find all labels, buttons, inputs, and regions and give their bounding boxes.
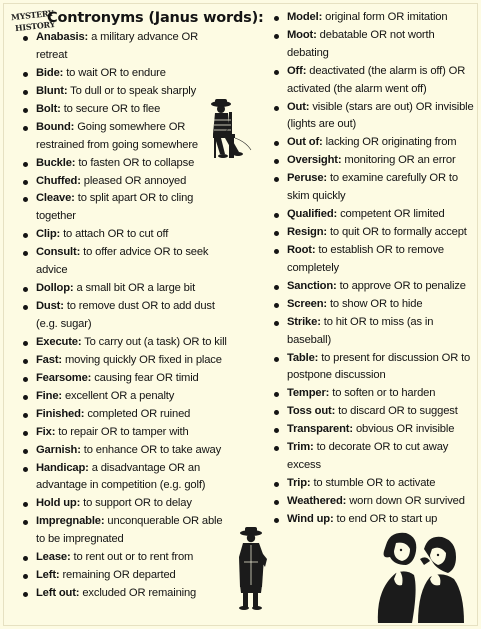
term-label: Oversight:: [287, 154, 342, 167]
term-label: Execute:: [36, 335, 82, 348]
definition-text: worn down OR survived: [349, 495, 465, 508]
term-label: Weathered:: [287, 495, 347, 508]
left-contronym-item: [20, 352, 232, 370]
definition-text: obvious OR invisible: [355, 423, 455, 436]
term-label: Bide:: [36, 66, 64, 79]
left-contronym-item: [20, 388, 232, 406]
right-contronym-item: [271, 224, 477, 242]
term-label: Strike:: [287, 315, 321, 328]
term-label: Bound:: [36, 120, 75, 133]
term-label: Blunt:: [36, 84, 68, 97]
left-contronym-item: [20, 334, 232, 352]
term-label: Trip:: [287, 477, 311, 490]
right-contronym-item: [271, 493, 477, 511]
definition-text: to split apart OR to cling together: [36, 192, 194, 223]
definition-text: to secure OR to flee: [63, 102, 161, 115]
term-label: Sanction:: [287, 279, 337, 292]
left-contronym-item: [20, 298, 232, 334]
term-label: Out:: [287, 100, 310, 113]
term-label: Consult:: [36, 246, 81, 259]
left-contronym-item: [20, 424, 232, 442]
term-label: Screen:: [287, 297, 327, 310]
term-label: Trim:: [287, 441, 314, 454]
right-contronym-item: [271, 511, 477, 529]
left-contronym-item: [20, 585, 232, 603]
term-label: Root:: [287, 244, 316, 257]
definition-text: to present for discussion OR to postpone discussion: [287, 351, 471, 382]
term-label: Wind up:: [287, 513, 334, 526]
left-contronym-item: [20, 244, 232, 280]
definition-text: to approve OR to penalize: [339, 279, 466, 292]
definition-text: excluded OR remaining: [82, 587, 197, 600]
definition-text: To dull or to speak sharply: [70, 84, 197, 97]
definition-text: moving quickly OR fixed in place: [64, 353, 222, 366]
right-contronym-item: [271, 296, 477, 314]
left-contronym-item: [20, 495, 232, 513]
definition-text: pleased OR annoyed: [83, 174, 187, 187]
definition-text: to end OR to start up: [336, 513, 438, 526]
left-contronym-item: [20, 513, 232, 549]
definition-text: to show OR to hide: [329, 297, 423, 310]
left-contronym-item: [20, 280, 232, 298]
term-label: Table:: [287, 351, 319, 364]
right-contronym-item: [271, 63, 477, 99]
definition-text: to repair OR to tamper with: [58, 425, 189, 438]
term-label: Chuffed:: [36, 174, 81, 187]
definition-text: causing fear OR timid: [94, 371, 199, 384]
term-label: Clip:: [36, 228, 61, 241]
tied-man-on-chair-illustration-icon: [201, 98, 261, 164]
definition-text: a small bit OR a large bit: [76, 282, 196, 295]
left-contronym-item: [20, 567, 232, 585]
definition-text: to decorate OR to cut away excess: [287, 441, 449, 472]
right-contronym-item: [271, 9, 477, 27]
definition-text: to examine carefully OR to skim quickly: [287, 172, 458, 203]
term-label: Off:: [287, 64, 307, 77]
left-contronym-item: [20, 370, 232, 388]
left-contronym-item: [20, 226, 232, 244]
definition-text: unconquerable OR able to be impregnated: [36, 515, 223, 546]
definition-text: monitoring OR an error: [344, 154, 456, 167]
left-contronym-item: [20, 173, 232, 191]
left-contronym-item: [20, 29, 232, 65]
definition-text: Going somewhere OR restrained from going somewhere: [36, 120, 198, 151]
whispering-women-illustration-icon: [372, 529, 466, 623]
definition-text: remaining OR departed: [62, 569, 176, 582]
right-contronym-item: [271, 439, 477, 475]
left-contronym-item: [20, 406, 232, 424]
term-label: Fix:: [36, 425, 56, 438]
right-contronym-item: [271, 278, 477, 296]
term-label: Out of:: [287, 136, 323, 149]
definition-text: deactivated (the alarm is off) OR activated (the alarm went off): [287, 64, 466, 95]
definition-text: completed OR ruined: [87, 407, 191, 420]
definition-text: visible (stars are out) OR invisible (lights are out): [287, 100, 474, 131]
left-contronym-item: [20, 442, 232, 460]
term-label: Handicap:: [36, 461, 89, 474]
definition-text: to establish OR to remove completely: [287, 244, 445, 274]
definition-text: lacking OR originating from: [325, 136, 457, 149]
right-contronym-item: [271, 170, 477, 206]
term-label: Left:: [36, 569, 60, 582]
term-label: Moot:: [287, 28, 317, 41]
left-contronym-item: [20, 549, 232, 567]
right-contronym-item: [271, 242, 477, 278]
term-label: Qualified:: [287, 208, 338, 221]
right-contronym-item: [271, 206, 477, 224]
term-label: Bolt:: [36, 102, 61, 115]
term-label: Dollop:: [36, 282, 74, 295]
definition-text: to rent out or to rent from: [73, 551, 194, 564]
term-label: Garnish:: [36, 443, 81, 456]
term-label: Dust:: [36, 300, 64, 313]
definition-text: to remove dust OR to add dust (e.g. sugar): [36, 300, 215, 330]
term-label: Model:: [287, 11, 323, 23]
term-label: Cleave:: [36, 192, 75, 205]
definition-text: to attach OR to cut off: [63, 228, 169, 241]
left-contronym-item: [20, 190, 232, 226]
definition-text: to quit OR to formally accept: [329, 226, 467, 239]
definition-text: to offer advice OR to seek advice: [36, 246, 209, 277]
definition-text: to fasten OR to collapse: [78, 156, 195, 169]
term-label: Temper:: [287, 387, 330, 400]
right-contronym-item: [271, 27, 477, 63]
definition-text: to discard OR to suggest: [338, 405, 458, 418]
term-label: Impregnable:: [36, 515, 105, 528]
definition-text: To carry out (a task) OR to kill: [84, 335, 227, 348]
term-label: Hold up:: [36, 497, 81, 510]
term-label: Resign:: [287, 226, 327, 239]
definition-text: excellent OR a penalty: [64, 389, 175, 402]
term-label: Fine:: [36, 389, 62, 402]
term-label: Fearsome:: [36, 371, 92, 384]
right-contronym-item: [271, 152, 477, 170]
definition-text: a disadvantage OR an advantage in competition (e.g. golf): [36, 461, 206, 492]
term-label: Finished:: [36, 407, 85, 420]
left-contronym-item: [20, 65, 232, 83]
term-label: Fast:: [36, 353, 62, 366]
right-contronym-item: [271, 99, 477, 135]
definition-text: to soften or to harden: [332, 387, 436, 400]
logo-line-2: HISTORY: [14, 18, 56, 34]
definition-text: a military advance OR retreat: [36, 31, 198, 61]
term-label: Buckle:: [36, 156, 76, 169]
logo-line-1: MYSTERY: [10, 7, 54, 23]
left-contronym-item: [20, 460, 232, 496]
right-contronym-item: [271, 314, 477, 350]
right-contronym-item: [271, 385, 477, 403]
definition-text: to support OR to delay: [83, 497, 192, 510]
definition-text: to stumble OR to activate: [313, 477, 436, 490]
definition-text: to hit OR to miss (as in baseball): [287, 315, 434, 346]
term-label: Transparent:: [287, 423, 353, 436]
right-contronym-list: [271, 9, 477, 529]
term-label: Peruse:: [287, 172, 327, 185]
definition-text: to enhance OR to take away: [83, 443, 222, 456]
right-contronym-item: [271, 134, 477, 152]
term-label: Anabasis:: [36, 31, 89, 43]
page-title: Contronyms (Janus words):: [47, 10, 264, 26]
right-contronym-item: [271, 475, 477, 493]
definition-text: debatable OR not worth debating: [287, 28, 435, 59]
term-label: Lease:: [36, 551, 71, 564]
definition-text: competent OR limited: [340, 208, 445, 221]
right-contronym-item: [271, 421, 477, 439]
right-contronym-item: [271, 350, 477, 386]
definition-text: to wait OR to endure: [66, 66, 166, 79]
trench-coat-detective-illustration-icon: [234, 527, 270, 611]
definition-text: original form OR imitation: [325, 11, 448, 23]
term-label: Toss out:: [287, 405, 336, 418]
term-label: Left out:: [36, 587, 80, 600]
right-contronym-item: [271, 403, 477, 421]
